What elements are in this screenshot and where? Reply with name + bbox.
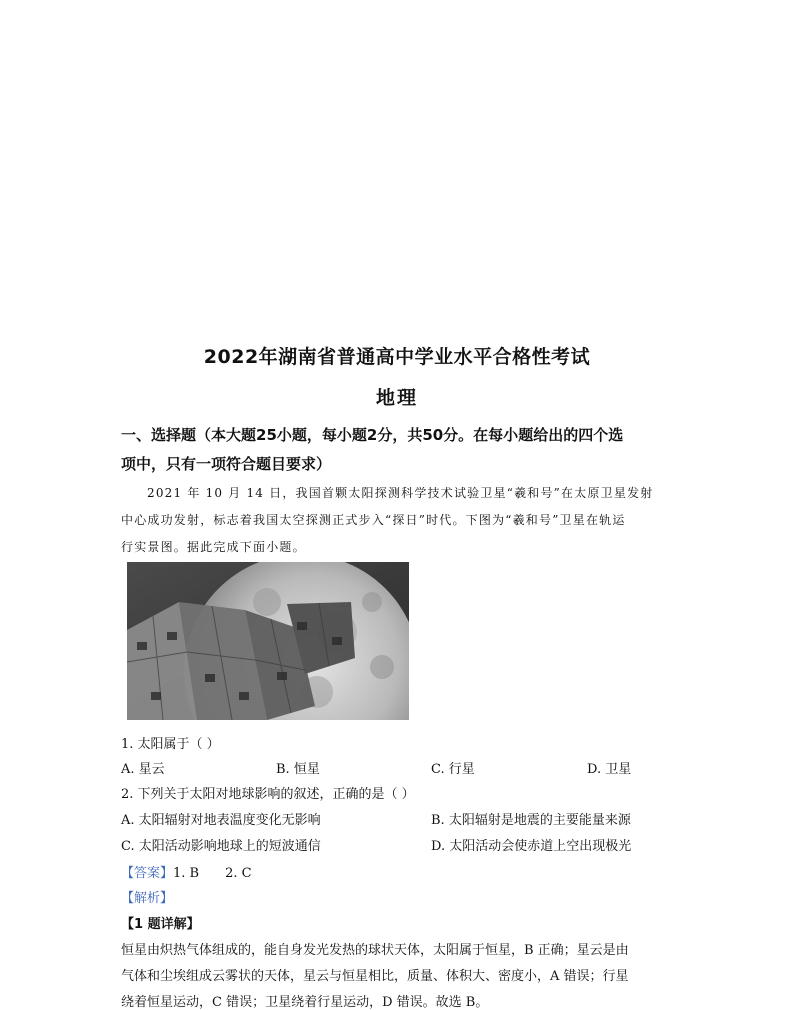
answer-row — [121, 862, 252, 881]
question-1-option-b: B. 恒星 — [276, 762, 320, 777]
analysis-tag: 【解析】 — [121, 891, 174, 906]
satellite-moon-icon — [127, 562, 409, 720]
analysis-row — [121, 887, 173, 906]
satellite-moon-figure — [127, 562, 409, 720]
exam-title: 2022年湖南省普通高中学业水平合格性考试 — [203, 346, 591, 368]
section-heading-line-1: 一、选择题（本大题25小题，每小题2分，共50分。在每小题给出的四个选 — [121, 426, 624, 444]
question-2-option-d: D. 太阳活动会使赤道上空出现极光 — [431, 839, 632, 854]
answer-2: 2. C — [225, 866, 252, 881]
question-2-option-b: B. 太阳辐射是地震的主要能量来源 — [431, 813, 631, 828]
subject-title: 地理 — [375, 387, 418, 409]
detail-heading: 【1 题详解】 — [121, 917, 200, 932]
stem-line-3: 行实景图。据此完成下面小题。 — [121, 540, 306, 554]
question-1-option-c: C. 行星 — [431, 762, 475, 777]
stem-line-2: 中心成功发射，标志着我国太空探测正式步入“探日”时代。下图为“羲和号”卫星在轨运 — [121, 513, 626, 527]
question-2-stem: 2. 下列关于太阳对地球影响的叙述，正确的是（ ） — [121, 787, 415, 802]
question-1-option-d: D. 卫星 — [587, 762, 632, 777]
answer-1: 1. B — [173, 866, 200, 881]
question-1-stem: 1. 太阳属于（ ） — [121, 737, 220, 752]
question-2-option-c: C. 太阳活动影响地球上的短波通信 — [121, 839, 321, 854]
analysis-line-1: 恒星由炽热气体组成的，能自身发光发热的球状天体，太阳属于恒星，B 正确；星云是由 — [121, 943, 629, 958]
analysis-line-2: 气体和尘埃组成云雾状的天体，星云与恒星相比，质量、体积大、密度小，A 错误；行星 — [121, 969, 629, 984]
question-2-option-a: A. 太阳辐射对地表温度变化无影响 — [121, 813, 321, 828]
stem-line-1: 2021 年 10 月 14 日，我国首颗太阳探测科学技术试验卫星“羲和号”在太原卫星发射 — [147, 486, 654, 500]
answer-tag: 【答案】 — [121, 866, 174, 881]
question-1-option-a: A. 星云 — [121, 762, 165, 777]
analysis-line-3: 绕着恒星运动，C 错误；卫星绕着行星运动，D 错误。故选 B。 — [121, 995, 489, 1010]
section-heading-line-2: 项中，只有一项符合题目要求） — [121, 455, 332, 473]
